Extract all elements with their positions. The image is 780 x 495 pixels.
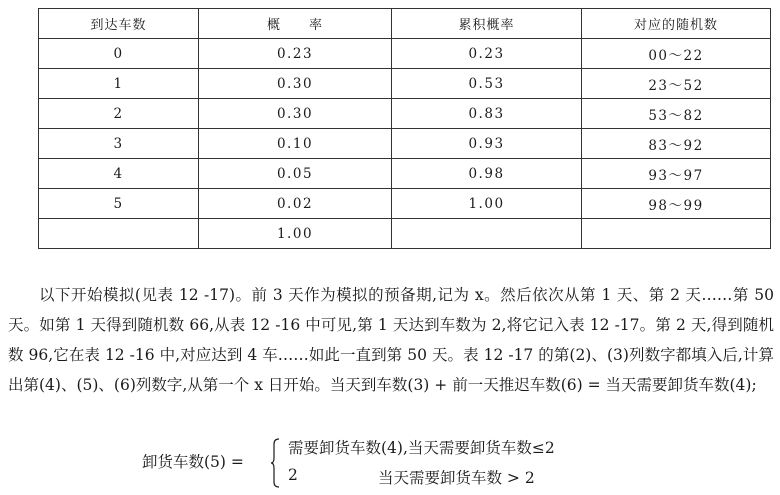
formula-case-2-condition: 当天需要卸货车数 > 2 xyxy=(378,469,535,487)
cell-cumulative: 0.23 xyxy=(392,39,582,69)
cell-random-range: 83～92 xyxy=(582,129,771,159)
cell-cumulative: 1.00 xyxy=(392,189,582,219)
table-row xyxy=(39,69,771,99)
cell-arrivals: 3 xyxy=(39,129,199,159)
cell-random-range: 98～99 xyxy=(582,189,771,219)
paragraph-text: 以下开始模拟(见表 12 -17)。前 3 天作为模拟的预备期,记为 x。然后依次从第 1 天、第 2 天……第 50 天。如第 1 天得到随机数 66,从表 12 -16 中可见,第 1 天达到车数为 2,将它记入表 12 -17。第 2 天,得到随机数 96,它在表 12 -16 中,对应达到 4 车……如此一直到第 50 天。表 12 -17 的第(2)、(3)列数字都填入后,计算出第(4)、(5)、(6)列数字,从第一个 x 日开始。当天到车数(3) + 前一天推迟车数(6) = 当天需要卸货车数(4); xyxy=(8,286,774,394)
cell-arrivals xyxy=(39,219,199,249)
cell-probability-total: 1.00 xyxy=(199,219,392,249)
header-cumulative: 累积概率 xyxy=(392,9,582,39)
header-random-numbers: 对应的随机数 xyxy=(582,9,771,39)
cell-probability: 0.02 xyxy=(199,189,392,219)
cell-probability: 0.30 xyxy=(199,99,392,129)
cell-arrivals: 2 xyxy=(39,99,199,129)
cell-random-range: 23～52 xyxy=(582,69,771,99)
cell-random-range: 53～82 xyxy=(582,99,771,129)
cell-cumulative: 0.83 xyxy=(392,99,582,129)
cell-probability: 0.10 xyxy=(199,129,392,159)
header-probability: 概 率 xyxy=(199,9,392,39)
table-header-row xyxy=(39,9,771,39)
table-total-row xyxy=(39,219,771,249)
table-row xyxy=(39,99,771,129)
table-row xyxy=(39,39,771,69)
unload-formula xyxy=(142,436,662,494)
cell-probability: 0.23 xyxy=(199,39,392,69)
header-arrivals: 到达车数 xyxy=(39,9,199,39)
formula-case-2-value: 2 xyxy=(288,466,298,484)
cell-arrivals: 0 xyxy=(39,39,199,69)
cell-random-range: 00～22 xyxy=(582,39,771,69)
cell-probability: 0.30 xyxy=(199,69,392,99)
table-row xyxy=(39,159,771,189)
cell-cumulative: 0.93 xyxy=(392,129,582,159)
cell-random-range xyxy=(582,219,771,249)
body-paragraph xyxy=(8,280,774,400)
cell-random-range: 93～97 xyxy=(582,159,771,189)
cell-arrivals: 1 xyxy=(39,69,199,99)
cell-cumulative: 0.53 xyxy=(392,69,582,99)
cell-cumulative: 0.98 xyxy=(392,159,582,189)
cell-arrivals: 4 xyxy=(39,159,199,189)
cell-cumulative xyxy=(392,219,582,249)
probability-table xyxy=(38,8,771,249)
table-row xyxy=(39,189,771,219)
formula-lhs: 卸货车数(5) = xyxy=(142,453,244,471)
cell-arrivals: 5 xyxy=(39,189,199,219)
table-row xyxy=(39,129,771,159)
left-brace-icon xyxy=(270,438,280,488)
cell-probability: 0.05 xyxy=(199,159,392,189)
formula-case-1: 需要卸货车数(4),当天需要卸货车数≤2 xyxy=(288,439,555,457)
